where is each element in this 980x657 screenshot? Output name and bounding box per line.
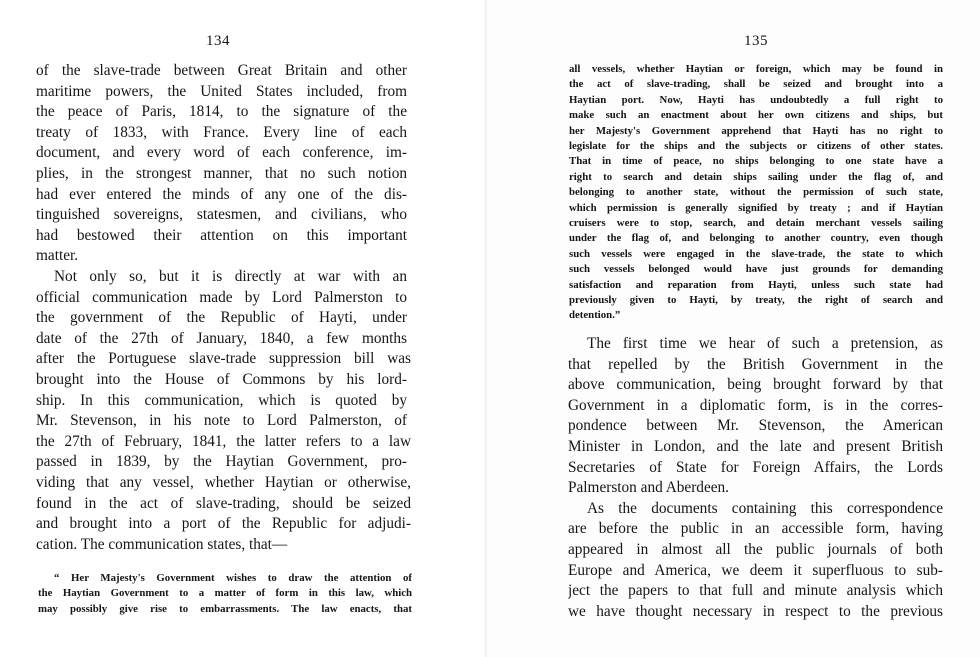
text-line: the government of the Republic of Hayti, under (36, 309, 407, 327)
text-line: we have thought necessary in respect to the previous (568, 602, 943, 620)
text-line: passed in 1839, by the Haytian Government, pro- (36, 453, 407, 471)
quote-line: “ Her Majesty's Government wishes to draw the attention of (54, 572, 412, 584)
page-number-right: 135 (744, 33, 768, 49)
text-line: document, and every word of each conference, im- (36, 144, 407, 162)
text-line: ship. In this communication, which is quoted by (36, 391, 407, 409)
text-line: The first time we hear of such a pretension, as (587, 335, 943, 352)
text-line: date of the 27th of January, 1840, a few months (36, 329, 407, 347)
quote-line: under the flag of, and belonging to another country, even though (569, 232, 943, 245)
text-line: As the documents containing this correspondence (587, 499, 943, 517)
quote-line: detention.” (569, 309, 621, 322)
quote-line: That in time of peace, no ships belonging to one state have a (569, 155, 943, 168)
text-line: Minister in London, and the late and present British (568, 438, 943, 455)
quote-line: satisfaction and reparation from Hayti, unless such state had (569, 278, 943, 291)
text-line: ject the papers to that full and minute analysis which (568, 582, 943, 600)
text-line: that repelled by the British Government in the (568, 355, 943, 373)
text-line: Mr. Stevenson, in his note to Lord Palmerston, of (36, 412, 407, 430)
quote-line: all vessels, whether Haytian or foreign, which may be found in (569, 63, 943, 75)
text-line: found in the act of slave-trading, should be seized (36, 494, 411, 512)
text-line: Europe and America, we deem it superfluous to sub- (568, 561, 943, 579)
text-line: had bestowed their attention on this important (36, 226, 407, 244)
text-line: Secretaries of State for Foreign Affairs, the Lords (568, 458, 943, 476)
text-line: matter. (36, 247, 79, 265)
text-line: plies, in the strongest manner, that no such notion (36, 165, 407, 182)
quote-line: belonging to another state, without the permission of such state, (569, 186, 943, 199)
quote-line: legislate for the ships and the subjects or citizens of other states. (569, 140, 943, 152)
text-line: after the Portuguese slave-trade suppression bill was (36, 350, 411, 368)
left-page (0, 0, 487, 657)
quote-line: the Haytian Government to a matter of form in this law, which (38, 587, 412, 600)
text-line: Palmerston and Aberdeen. (568, 479, 729, 497)
quote-line: cruisers were to stop, search, and detain merchant vessels sailing (569, 217, 943, 229)
text-line: had ever entered the minds of any one of the dis- (36, 185, 407, 203)
quote-line: which permission is generally signified by treaty ; and if Haytian (569, 201, 943, 214)
quote-line: make such an enactment about her own citizens and ships, but (569, 109, 943, 122)
text-line: and brought into a port of the Republic for adjudi- (36, 515, 411, 533)
text-line: the peace of Paris, 1814, to the signature of the (36, 103, 407, 121)
text-line: maritime powers, the United States included, from (36, 82, 407, 100)
quote-line: may possibly give rise to embarrassments. The law enacts, that (38, 602, 412, 615)
text-line: pondence between Mr. Stevenson, the American (568, 417, 943, 435)
right-page (487, 0, 980, 657)
text-line: brought into the House of Commons by his lord- (36, 371, 407, 388)
quote-line: such vessels belonged would have just grounds for demanding (569, 263, 943, 276)
text-line: official communication made by Lord Palmerston to (36, 288, 407, 306)
text-line: appeared in almost all the public journals of both (568, 541, 943, 558)
text-line: viding that any vessel, whether Haytian or otherwise, (36, 474, 411, 491)
quote-line: right to search and detain ships sailing under the flag of, and (569, 170, 943, 183)
page-number-left: 134 (206, 33, 230, 49)
text-line: Not only so, but it is directly at war with an (54, 268, 407, 285)
quote-line: the act of slave-trading, shall be seized and brought into a (569, 78, 943, 91)
quote-line: her Majesty's Government apprehend that Hayti has no right to (569, 124, 943, 137)
text-line: treaty of 1833, with France. Every line of each (36, 123, 407, 141)
text-line: above communication, being brought forward by that (568, 376, 943, 394)
text-line: Government in a diplomatic form, is in the corres- (568, 396, 943, 414)
text-line: tinguished sovereigns, statesmen, and civilians, who (36, 206, 407, 224)
text-line: the 27th of February, 1841, the latter refers to a law (36, 432, 411, 450)
quote-line: previously given to Hayti, by treaty, the right of search and (569, 294, 943, 306)
text-line: of the slave-trade between Great Britain and other (36, 62, 407, 79)
quote-line: Haytian port. Now, Hayti has undoubtedly a full right to (569, 93, 943, 106)
quote-line: such vessels were engaged in the slave-trade, the state to which (569, 247, 943, 260)
text-line: cation. The communication states, that— (36, 535, 288, 553)
text-line: are before the public in an accessible form, having (568, 520, 943, 538)
